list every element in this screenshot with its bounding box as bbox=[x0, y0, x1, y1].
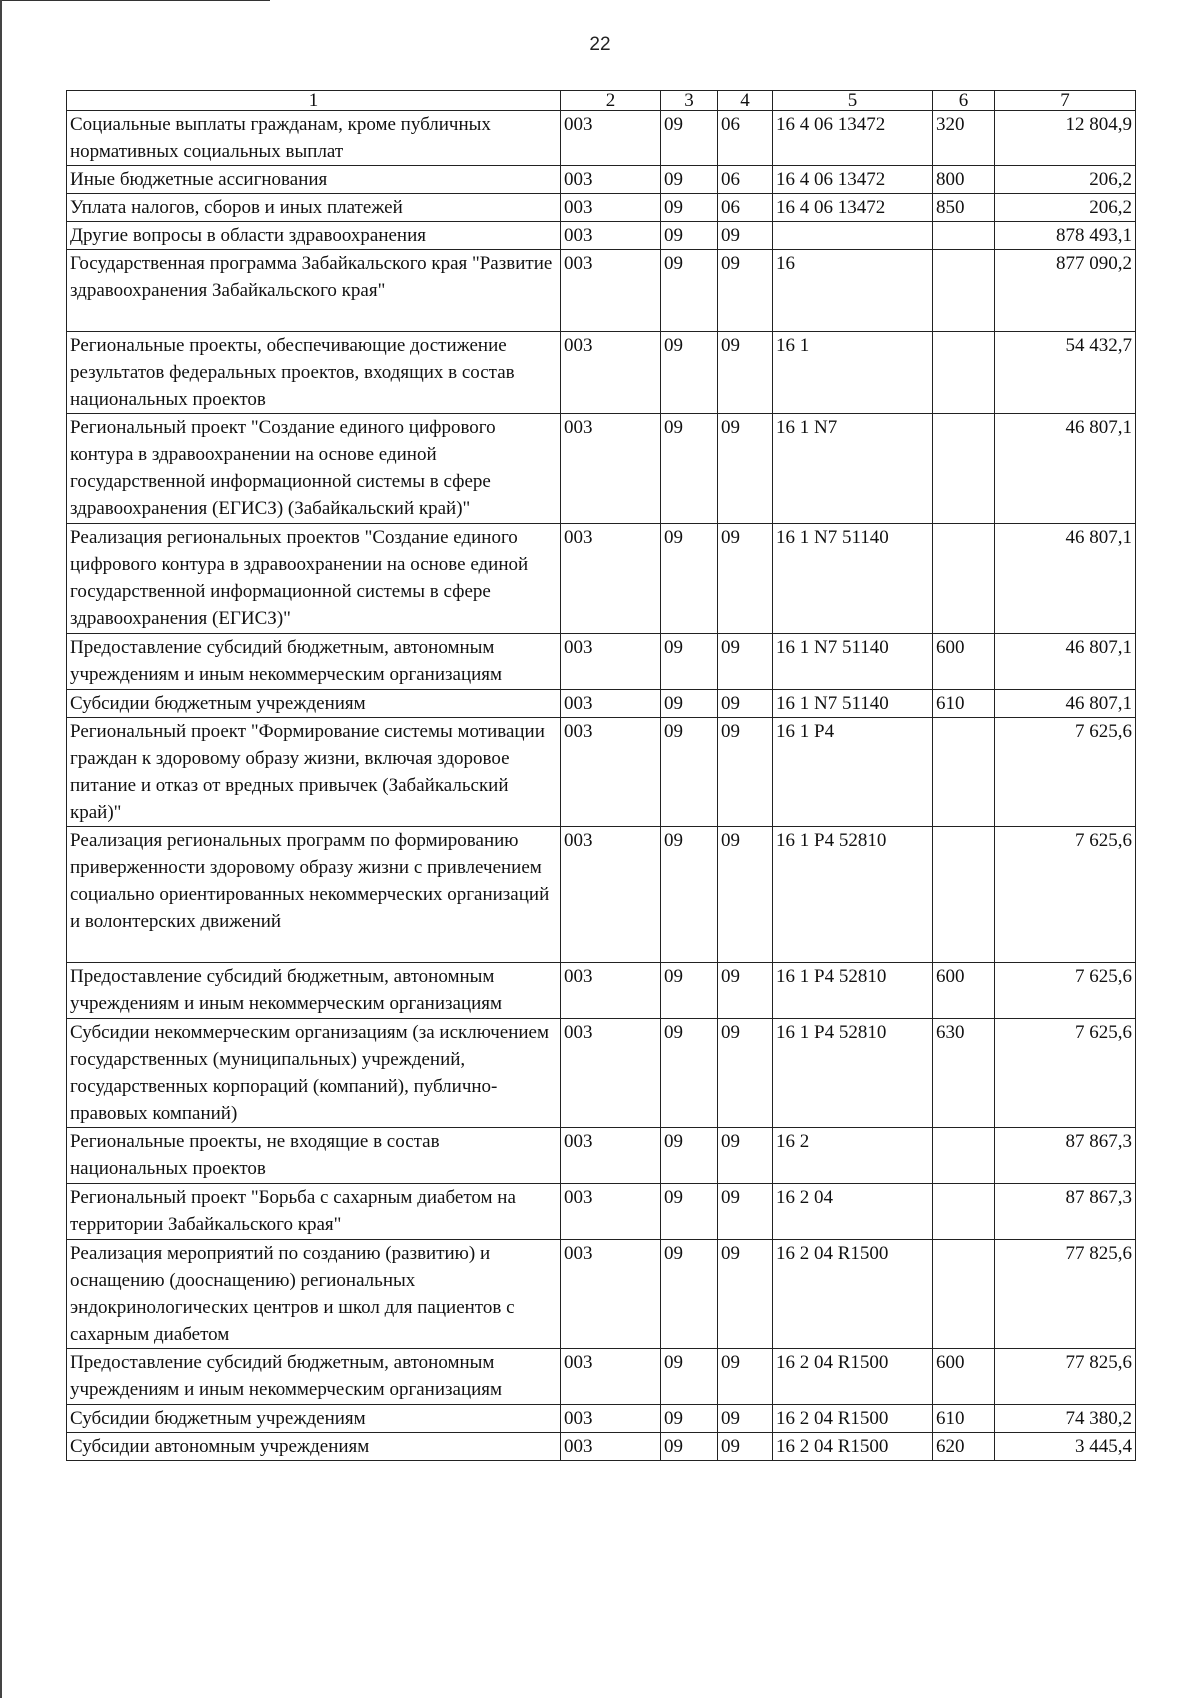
row-name-cell: Другие вопросы в области здравоохранения bbox=[67, 222, 561, 250]
section-cell: 09 bbox=[661, 166, 718, 194]
amount-cell: 12 804,9 bbox=[995, 111, 1136, 166]
table-row bbox=[67, 1240, 1136, 1349]
expense-type-cell: 850 bbox=[933, 194, 995, 222]
section-cell: 09 bbox=[661, 1349, 718, 1405]
section-cell: 09 bbox=[661, 332, 718, 414]
admin-code-cell: 003 bbox=[561, 414, 661, 524]
expense-type-cell bbox=[933, 332, 995, 414]
expense-type-cell bbox=[933, 222, 995, 250]
subsection-cell: 06 bbox=[718, 166, 773, 194]
row-name-cell: Предоставление субсидий бюджетным, автономным учреждениям и иным некоммерческим организациям bbox=[67, 963, 561, 1019]
admin-code-cell: 003 bbox=[561, 111, 661, 166]
table-row bbox=[67, 1019, 1136, 1128]
amount-cell: 878 493,1 bbox=[995, 222, 1136, 250]
amount-cell: 87 867,3 bbox=[995, 1184, 1136, 1240]
expense-type-cell: 620 bbox=[933, 1433, 995, 1461]
section-cell: 09 bbox=[661, 524, 718, 634]
section-cell: 09 bbox=[661, 1184, 718, 1240]
table-row bbox=[67, 1405, 1136, 1433]
expense-type-cell bbox=[933, 250, 995, 332]
section-cell: 09 bbox=[661, 690, 718, 718]
target-article-cell: 16 4 06 13472 bbox=[773, 166, 933, 194]
subsection-cell: 09 bbox=[718, 332, 773, 414]
amount-cell: 3 445,4 bbox=[995, 1433, 1136, 1461]
page-number: 22 bbox=[589, 34, 611, 55]
admin-code-cell: 003 bbox=[561, 166, 661, 194]
subsection-cell: 09 bbox=[718, 963, 773, 1019]
admin-code-cell: 003 bbox=[561, 718, 661, 827]
subsection-cell: 09 bbox=[718, 1128, 773, 1184]
amount-cell: 7 625,6 bbox=[995, 718, 1136, 827]
amount-cell: 46 807,1 bbox=[995, 524, 1136, 634]
amount-cell: 7 625,6 bbox=[995, 963, 1136, 1019]
section-cell: 09 bbox=[661, 827, 718, 963]
subsection-cell: 09 bbox=[718, 1240, 773, 1349]
admin-code-cell: 003 bbox=[561, 827, 661, 963]
expense-type-cell: 610 bbox=[933, 1405, 995, 1433]
subsection-cell: 06 bbox=[718, 194, 773, 222]
row-name-cell: Региональные проекты, обеспечивающие достижение результатов федеральных проектов, входящих в состав национальных проектов bbox=[67, 332, 561, 414]
amount-cell: 206,2 bbox=[995, 166, 1136, 194]
header-cell: 3 bbox=[661, 91, 718, 111]
amount-cell: 77 825,6 bbox=[995, 1349, 1136, 1405]
table-row bbox=[67, 166, 1136, 194]
amount-cell: 877 090,2 bbox=[995, 250, 1136, 332]
table-row bbox=[67, 690, 1136, 718]
table-row bbox=[67, 222, 1136, 250]
header-cell: 4 bbox=[718, 91, 773, 111]
amount-cell: 206,2 bbox=[995, 194, 1136, 222]
expense-type-cell bbox=[933, 1184, 995, 1240]
row-name-cell: Субсидии бюджетным учреждениям bbox=[67, 690, 561, 718]
table-row bbox=[67, 332, 1136, 414]
subsection-cell: 09 bbox=[718, 250, 773, 332]
row-name-cell: Реализация региональных программ по формированию приверженности здоровому образу жизни с привлечением социально ориентированных некоммерческих организаций и волонтерских движений bbox=[67, 827, 561, 963]
row-name-cell: Региональный проект "Создание единого цифрового контура в здравоохранении на основе единой государственной информационной системы в сфере здравоохранения (ЕГИСЗ) (Забайкальский край)" bbox=[67, 414, 561, 524]
expense-type-cell bbox=[933, 1240, 995, 1349]
row-name-cell: Иные бюджетные ассигнования bbox=[67, 166, 561, 194]
table-body bbox=[67, 111, 1136, 1461]
amount-cell: 77 825,6 bbox=[995, 1240, 1136, 1349]
subsection-cell: 09 bbox=[718, 690, 773, 718]
section-cell: 09 bbox=[661, 250, 718, 332]
expense-type-cell: 800 bbox=[933, 166, 995, 194]
row-name-cell: Реализация мероприятий по созданию (развитию) и оснащению (дооснащению) региональных эндокринологических центров и школ для пациентов с сахарным диабетом bbox=[67, 1240, 561, 1349]
row-name-cell: Социальные выплаты гражданам, кроме публичных нормативных социальных выплат bbox=[67, 111, 561, 166]
amount-cell: 46 807,1 bbox=[995, 414, 1136, 524]
admin-code-cell: 003 bbox=[561, 222, 661, 250]
row-name-cell: Субсидии автономным учреждениям bbox=[67, 1433, 561, 1461]
target-article-cell: 16 1 N7 51140 bbox=[773, 524, 933, 634]
amount-cell: 87 867,3 bbox=[995, 1128, 1136, 1184]
target-article-cell: 16 4 06 13472 bbox=[773, 194, 933, 222]
expense-type-cell bbox=[933, 414, 995, 524]
subsection-cell: 09 bbox=[718, 827, 773, 963]
admin-code-cell: 003 bbox=[561, 1405, 661, 1433]
admin-code-cell: 003 bbox=[561, 1128, 661, 1184]
header-cell: 2 bbox=[561, 91, 661, 111]
target-article-cell: 16 2 04 bbox=[773, 1184, 933, 1240]
admin-code-cell: 003 bbox=[561, 194, 661, 222]
row-name-cell: Субсидии бюджетным учреждениям bbox=[67, 1405, 561, 1433]
target-article-cell: 16 bbox=[773, 250, 933, 332]
header-cell: 6 bbox=[933, 91, 995, 111]
subsection-cell: 09 bbox=[718, 634, 773, 690]
subsection-cell: 09 bbox=[718, 414, 773, 524]
section-cell: 09 bbox=[661, 1240, 718, 1349]
target-article-cell: 16 2 bbox=[773, 1128, 933, 1184]
admin-code-cell: 003 bbox=[561, 524, 661, 634]
target-article-cell bbox=[773, 222, 933, 250]
table-header-row bbox=[67, 91, 1136, 111]
amount-cell: 46 807,1 bbox=[995, 634, 1136, 690]
target-article-cell: 16 1 N7 51140 bbox=[773, 690, 933, 718]
table-row bbox=[67, 1433, 1136, 1461]
section-cell: 09 bbox=[661, 634, 718, 690]
amount-cell: 7 625,6 bbox=[995, 1019, 1136, 1128]
expense-type-cell: 630 bbox=[933, 1019, 995, 1128]
subsection-cell: 09 bbox=[718, 1019, 773, 1128]
table-row bbox=[67, 111, 1136, 166]
section-cell: 09 bbox=[661, 1019, 718, 1128]
admin-code-cell: 003 bbox=[561, 1349, 661, 1405]
admin-code-cell: 003 bbox=[561, 332, 661, 414]
budget-table bbox=[66, 90, 1136, 1461]
target-article-cell: 16 4 06 13472 bbox=[773, 111, 933, 166]
header-cell: 1 bbox=[67, 91, 561, 111]
admin-code-cell: 003 bbox=[561, 1433, 661, 1461]
expense-type-cell: 600 bbox=[933, 963, 995, 1019]
section-cell: 09 bbox=[661, 194, 718, 222]
subsection-cell: 06 bbox=[718, 111, 773, 166]
table-row bbox=[67, 718, 1136, 827]
expense-type-cell bbox=[933, 827, 995, 963]
admin-code-cell: 003 bbox=[561, 250, 661, 332]
subsection-cell: 09 bbox=[718, 1349, 773, 1405]
section-cell: 09 bbox=[661, 718, 718, 827]
admin-code-cell: 003 bbox=[561, 634, 661, 690]
amount-cell: 46 807,1 bbox=[995, 690, 1136, 718]
page-edge-top bbox=[0, 0, 270, 5]
target-article-cell: 16 1 P4 52810 bbox=[773, 963, 933, 1019]
subsection-cell: 09 bbox=[718, 1184, 773, 1240]
amount-cell: 54 432,7 bbox=[995, 332, 1136, 414]
target-article-cell: 16 1 bbox=[773, 332, 933, 414]
expense-type-cell: 610 bbox=[933, 690, 995, 718]
target-article-cell: 16 2 04 R1500 bbox=[773, 1240, 933, 1349]
row-name-cell: Предоставление субсидий бюджетным, автономным учреждениям и иным некоммерческим организациям bbox=[67, 634, 561, 690]
subsection-cell: 09 bbox=[718, 1433, 773, 1461]
section-cell: 09 bbox=[661, 963, 718, 1019]
expense-type-cell: 320 bbox=[933, 111, 995, 166]
expense-type-cell: 600 bbox=[933, 634, 995, 690]
section-cell: 09 bbox=[661, 1405, 718, 1433]
expense-type-cell bbox=[933, 1128, 995, 1184]
target-article-cell: 16 1 N7 51140 bbox=[773, 634, 933, 690]
row-name-cell: Предоставление субсидий бюджетным, автономным учреждениям и иным некоммерческим организациям bbox=[67, 1349, 561, 1405]
expense-type-cell bbox=[933, 524, 995, 634]
header-cell: 7 bbox=[995, 91, 1136, 111]
header-cell: 5 bbox=[773, 91, 933, 111]
admin-code-cell: 003 bbox=[561, 963, 661, 1019]
expense-type-cell: 600 bbox=[933, 1349, 995, 1405]
row-name-cell: Региональный проект "Формирование системы мотивации граждан к здоровому образу жизни, включая здоровое питание и отказ от вредных привычек (Забайкальский край)" bbox=[67, 718, 561, 827]
subsection-cell: 09 bbox=[718, 718, 773, 827]
table-row bbox=[67, 963, 1136, 1019]
table-row bbox=[67, 1128, 1136, 1184]
target-article-cell: 16 2 04 R1500 bbox=[773, 1405, 933, 1433]
target-article-cell: 16 2 04 R1500 bbox=[773, 1433, 933, 1461]
admin-code-cell: 003 bbox=[561, 1019, 661, 1128]
target-article-cell: 16 2 04 R1500 bbox=[773, 1349, 933, 1405]
subsection-cell: 09 bbox=[718, 1405, 773, 1433]
page-edge-left bbox=[0, 0, 2, 1698]
table-row bbox=[67, 250, 1136, 332]
expense-type-cell bbox=[933, 718, 995, 827]
section-cell: 09 bbox=[661, 414, 718, 524]
amount-cell: 7 625,6 bbox=[995, 827, 1136, 963]
target-article-cell: 16 1 P4 52810 bbox=[773, 827, 933, 963]
section-cell: 09 bbox=[661, 1128, 718, 1184]
table-row bbox=[67, 414, 1136, 524]
table-row bbox=[67, 1349, 1136, 1405]
section-cell: 09 bbox=[661, 222, 718, 250]
target-article-cell: 16 1 N7 bbox=[773, 414, 933, 524]
row-name-cell: Региональный проект "Борьба с сахарным диабетом на территории Забайкальского края" bbox=[67, 1184, 561, 1240]
subsection-cell: 09 bbox=[718, 222, 773, 250]
row-name-cell: Уплата налогов, сборов и иных платежей bbox=[67, 194, 561, 222]
row-name-cell: Реализация региональных проектов "Создание единого цифрового контура в здравоохранении на основе единой государственной информационной системы в сфере здравоохранения (ЕГИСЗ)" bbox=[67, 524, 561, 634]
admin-code-cell: 003 bbox=[561, 690, 661, 718]
subsection-cell: 09 bbox=[718, 524, 773, 634]
row-name-cell: Региональные проекты, не входящие в состав национальных проектов bbox=[67, 1128, 561, 1184]
table-row bbox=[67, 634, 1136, 690]
row-name-cell: Государственная программа Забайкальского края "Развитие здравоохранения Забайкальского края" bbox=[67, 250, 561, 332]
amount-cell: 74 380,2 bbox=[995, 1405, 1136, 1433]
table-row bbox=[67, 827, 1136, 963]
admin-code-cell: 003 bbox=[561, 1184, 661, 1240]
section-cell: 09 bbox=[661, 111, 718, 166]
target-article-cell: 16 1 P4 52810 bbox=[773, 1019, 933, 1128]
row-name-cell: Субсидии некоммерческим организациям (за исключением государственных (муниципальных) учреждений, государственных корпораций (компаний), публично-правовых компаний) bbox=[67, 1019, 561, 1128]
table-row bbox=[67, 524, 1136, 634]
target-article-cell: 16 1 P4 bbox=[773, 718, 933, 827]
table-row bbox=[67, 194, 1136, 222]
admin-code-cell: 003 bbox=[561, 1240, 661, 1349]
section-cell: 09 bbox=[661, 1433, 718, 1461]
table-row bbox=[67, 1184, 1136, 1240]
